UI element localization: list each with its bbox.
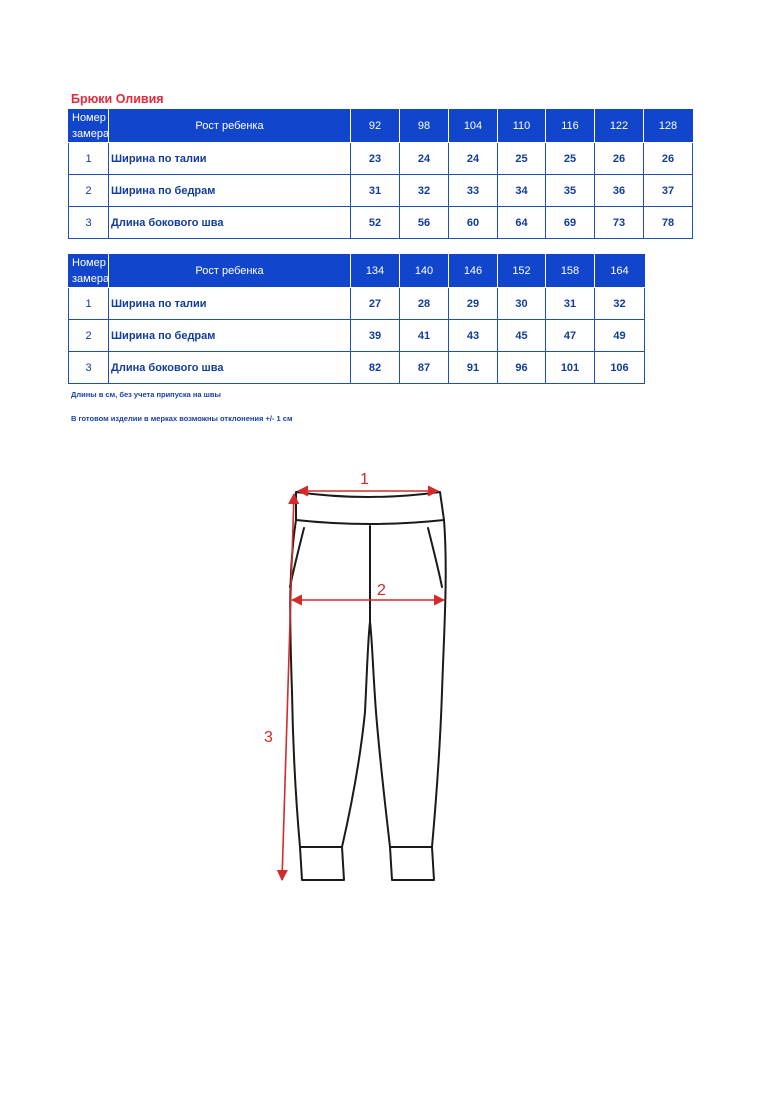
measure-value: 25 [546,143,595,175]
size-table-1 [68,109,693,239]
table-row [69,320,645,352]
height-header: Рост ребенка [109,110,351,143]
measure-value: 31 [351,175,400,207]
size-header: 140 [400,255,449,288]
measure-value: 45 [498,320,546,352]
measure-value: 32 [400,175,449,207]
measure-value: 37 [644,175,693,207]
measure-value: 52 [351,207,400,239]
measure-label: Ширина по бедрам [109,175,351,207]
measure-value: 28 [400,288,449,320]
size-header: 104 [449,110,498,143]
measure-value: 87 [400,352,449,384]
table-row [69,143,693,175]
height-header: Рост ребенка [109,255,351,288]
measure-value: 33 [449,175,498,207]
pants-diagram [260,462,480,892]
measure-number-header: Номер замера [69,110,109,143]
size-header: 152 [498,255,546,288]
measure-number: 1 [69,143,109,175]
size-header: 116 [546,110,595,143]
table-row [69,207,693,239]
measure-value: 32 [595,288,645,320]
measure-number: 2 [69,175,109,207]
size-header: 110 [498,110,546,143]
measure-value: 106 [595,352,645,384]
size-header: 92 [351,110,400,143]
measure-value: 39 [351,320,400,352]
measure-value: 49 [595,320,645,352]
waistband [296,492,444,524]
table-row [69,175,693,207]
measure-label: Ширина по талии [109,143,351,175]
measure-value: 82 [351,352,400,384]
measure-number: 3 [69,352,109,384]
measure-label-3: 3 [264,729,273,746]
measure-value: 36 [595,175,644,207]
measure-value: 101 [546,352,595,384]
measure-value: 73 [595,207,644,239]
measure-value: 96 [498,352,546,384]
measure-lines [282,491,444,880]
measure-value: 78 [644,207,693,239]
table-row [69,352,645,384]
measure-value: 23 [351,143,400,175]
measure-value: 47 [546,320,595,352]
page-title: Брюки Оливия [71,92,164,106]
table-row [69,288,645,320]
measure-label: Длина бокового шва [109,207,351,239]
measure-number: 2 [69,320,109,352]
measure-value: 26 [644,143,693,175]
measure-value: 26 [595,143,644,175]
right-pocket [428,528,442,587]
measure-value: 56 [400,207,449,239]
size-header: 146 [449,255,498,288]
size-header: 128 [644,110,693,143]
note-units: Длины в см, без учета припуска на швы [71,390,221,399]
left-cuff [300,847,344,880]
measure-value: 24 [449,143,498,175]
table-header-row [69,110,693,143]
measure-number: 1 [69,288,109,320]
measure-value: 35 [546,175,595,207]
measure-value: 34 [498,175,546,207]
measure-value: 24 [400,143,449,175]
size-header: 164 [595,255,645,288]
measure-value: 25 [498,143,546,175]
measure-value: 64 [498,207,546,239]
measure-label-2: 2 [377,582,386,599]
measure-label: Ширина по талии [109,288,351,320]
size-header: 158 [546,255,595,288]
table-header-row [69,255,645,288]
measure-value: 27 [351,288,400,320]
measure-value: 69 [546,207,595,239]
measure-label: Длина бокового шва [109,352,351,384]
measure-value: 41 [400,320,449,352]
note-tolerance: В готовом изделии в мерках возможны отклонения +/- 1 см [71,414,293,423]
measure-label-1: 1 [360,471,369,488]
measure-value: 29 [449,288,498,320]
measure-number-header: Номер замера [69,255,109,288]
measure-value: 30 [498,288,546,320]
pants-body [290,520,446,847]
measure-value: 91 [449,352,498,384]
size-header: 98 [400,110,449,143]
measure-value: 31 [546,288,595,320]
right-cuff [390,847,434,880]
measure-number: 3 [69,207,109,239]
measure-label: Ширина по бедрам [109,320,351,352]
measure-value: 43 [449,320,498,352]
size-header: 122 [595,110,644,143]
size-table-2 [68,254,645,384]
size-header: 134 [351,255,400,288]
measure-value: 60 [449,207,498,239]
pants-outline [290,492,446,880]
